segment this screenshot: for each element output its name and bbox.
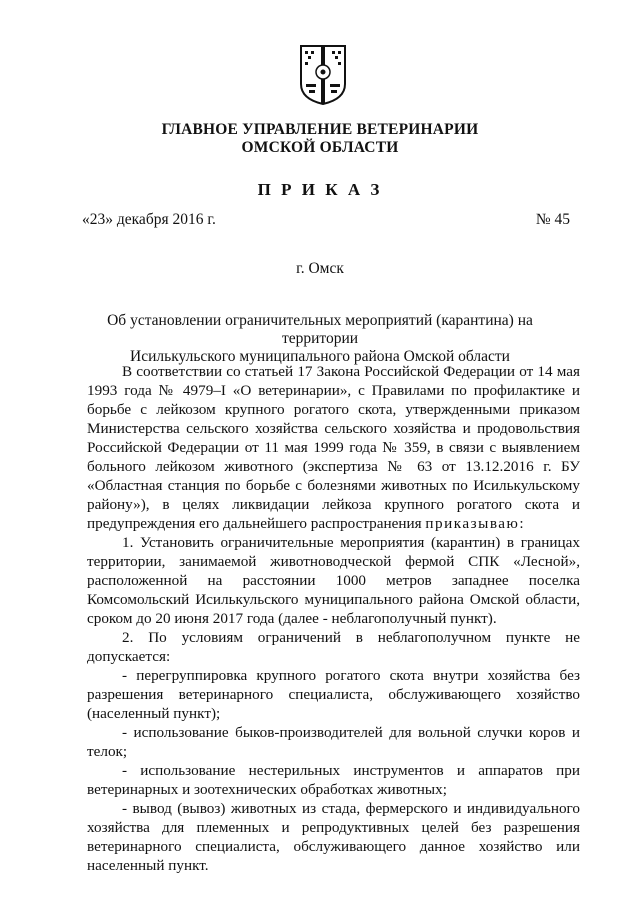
restriction-bullet-4: - вывод (вывоз) животных из стада, фермерского и индивидуального хозяйства для племенных и репродуктивных целей без разрешения ветеринарного специалиста, обслуживающего данное хозяйство или населенный пункт. bbox=[87, 800, 580, 874]
subject-line2: Исилькульского муниципального района Омской области bbox=[130, 348, 510, 365]
document-date: «23» декабря 2016 г. bbox=[82, 211, 216, 228]
document-subject bbox=[70, 312, 570, 366]
order-word: приказываю: bbox=[425, 515, 526, 532]
subject-line1: Об установлении ограничительных мероприятий (карантина) на территории bbox=[107, 312, 533, 347]
intro-paragraph bbox=[87, 362, 580, 533]
document-city: г. Омск bbox=[296, 260, 344, 277]
document-type: П Р И К А З bbox=[257, 180, 383, 199]
document-number: № 45 bbox=[535, 211, 570, 228]
item-1: 1. Установить ограничительные мероприятия (карантин) в границах территории, занимаемой животноводческой фермой СПК «Лесной», расположенной на расстоянии 1000 метров западнее поселка Комсомольский Исилькульского муниципального района Омской области, сроком до 20 июня 2017 года (далее - неблагополучный пункт). bbox=[87, 534, 580, 627]
restriction-bullet-1: - перегруппировка крупного рогатого скота внутри хозяйства без разрешения ветеринарного специалиста, обслуживающего хозяйство (населенный пункт); bbox=[87, 667, 580, 722]
restriction-bullet-2: - использование быков-производителей для вольной случки коров и телок; bbox=[87, 724, 580, 760]
restriction-bullet-3: - использование нестерильных инструментов и аппаратов при ветеринарных и зоотехнических обработках животных; bbox=[87, 762, 580, 798]
coat-of-arms-icon bbox=[298, 44, 348, 106]
intro-text: В соответствии со статьей 17 Закона Российской Федерации от 14 мая 1993 года № 4979–I «О ветеринарии», с Правилами по профилактике и борьбе с лейкозом крупного рогатого скота, утвержденными приказом Министерства сельского хозяйства сельского хозяйства и продовольствия Российской Федерации от 11 мая 1999 года № 359, в связи с выявлением больного лейкозом животного (экспертиза № 63 от 13.12.2016 г. БУ «Областная станция по борьбе с болезнями животных по Исилькульскому району»), в целях ликвидации лейкоза крупного рогатого скота и предупреждения его дальнейшего распространения bbox=[87, 363, 580, 532]
organization-name-line1: ГЛАВНОЕ УПРАВЛЕНИЕ ВЕТЕРИНАРИИ bbox=[161, 121, 479, 138]
document-body bbox=[87, 362, 580, 875]
organization-name-line2: ОМСКОЙ ОБЛАСТИ bbox=[241, 139, 399, 156]
item-2: 2. По условиям ограничений в неблагополучном пункте не допускается: bbox=[87, 629, 580, 665]
